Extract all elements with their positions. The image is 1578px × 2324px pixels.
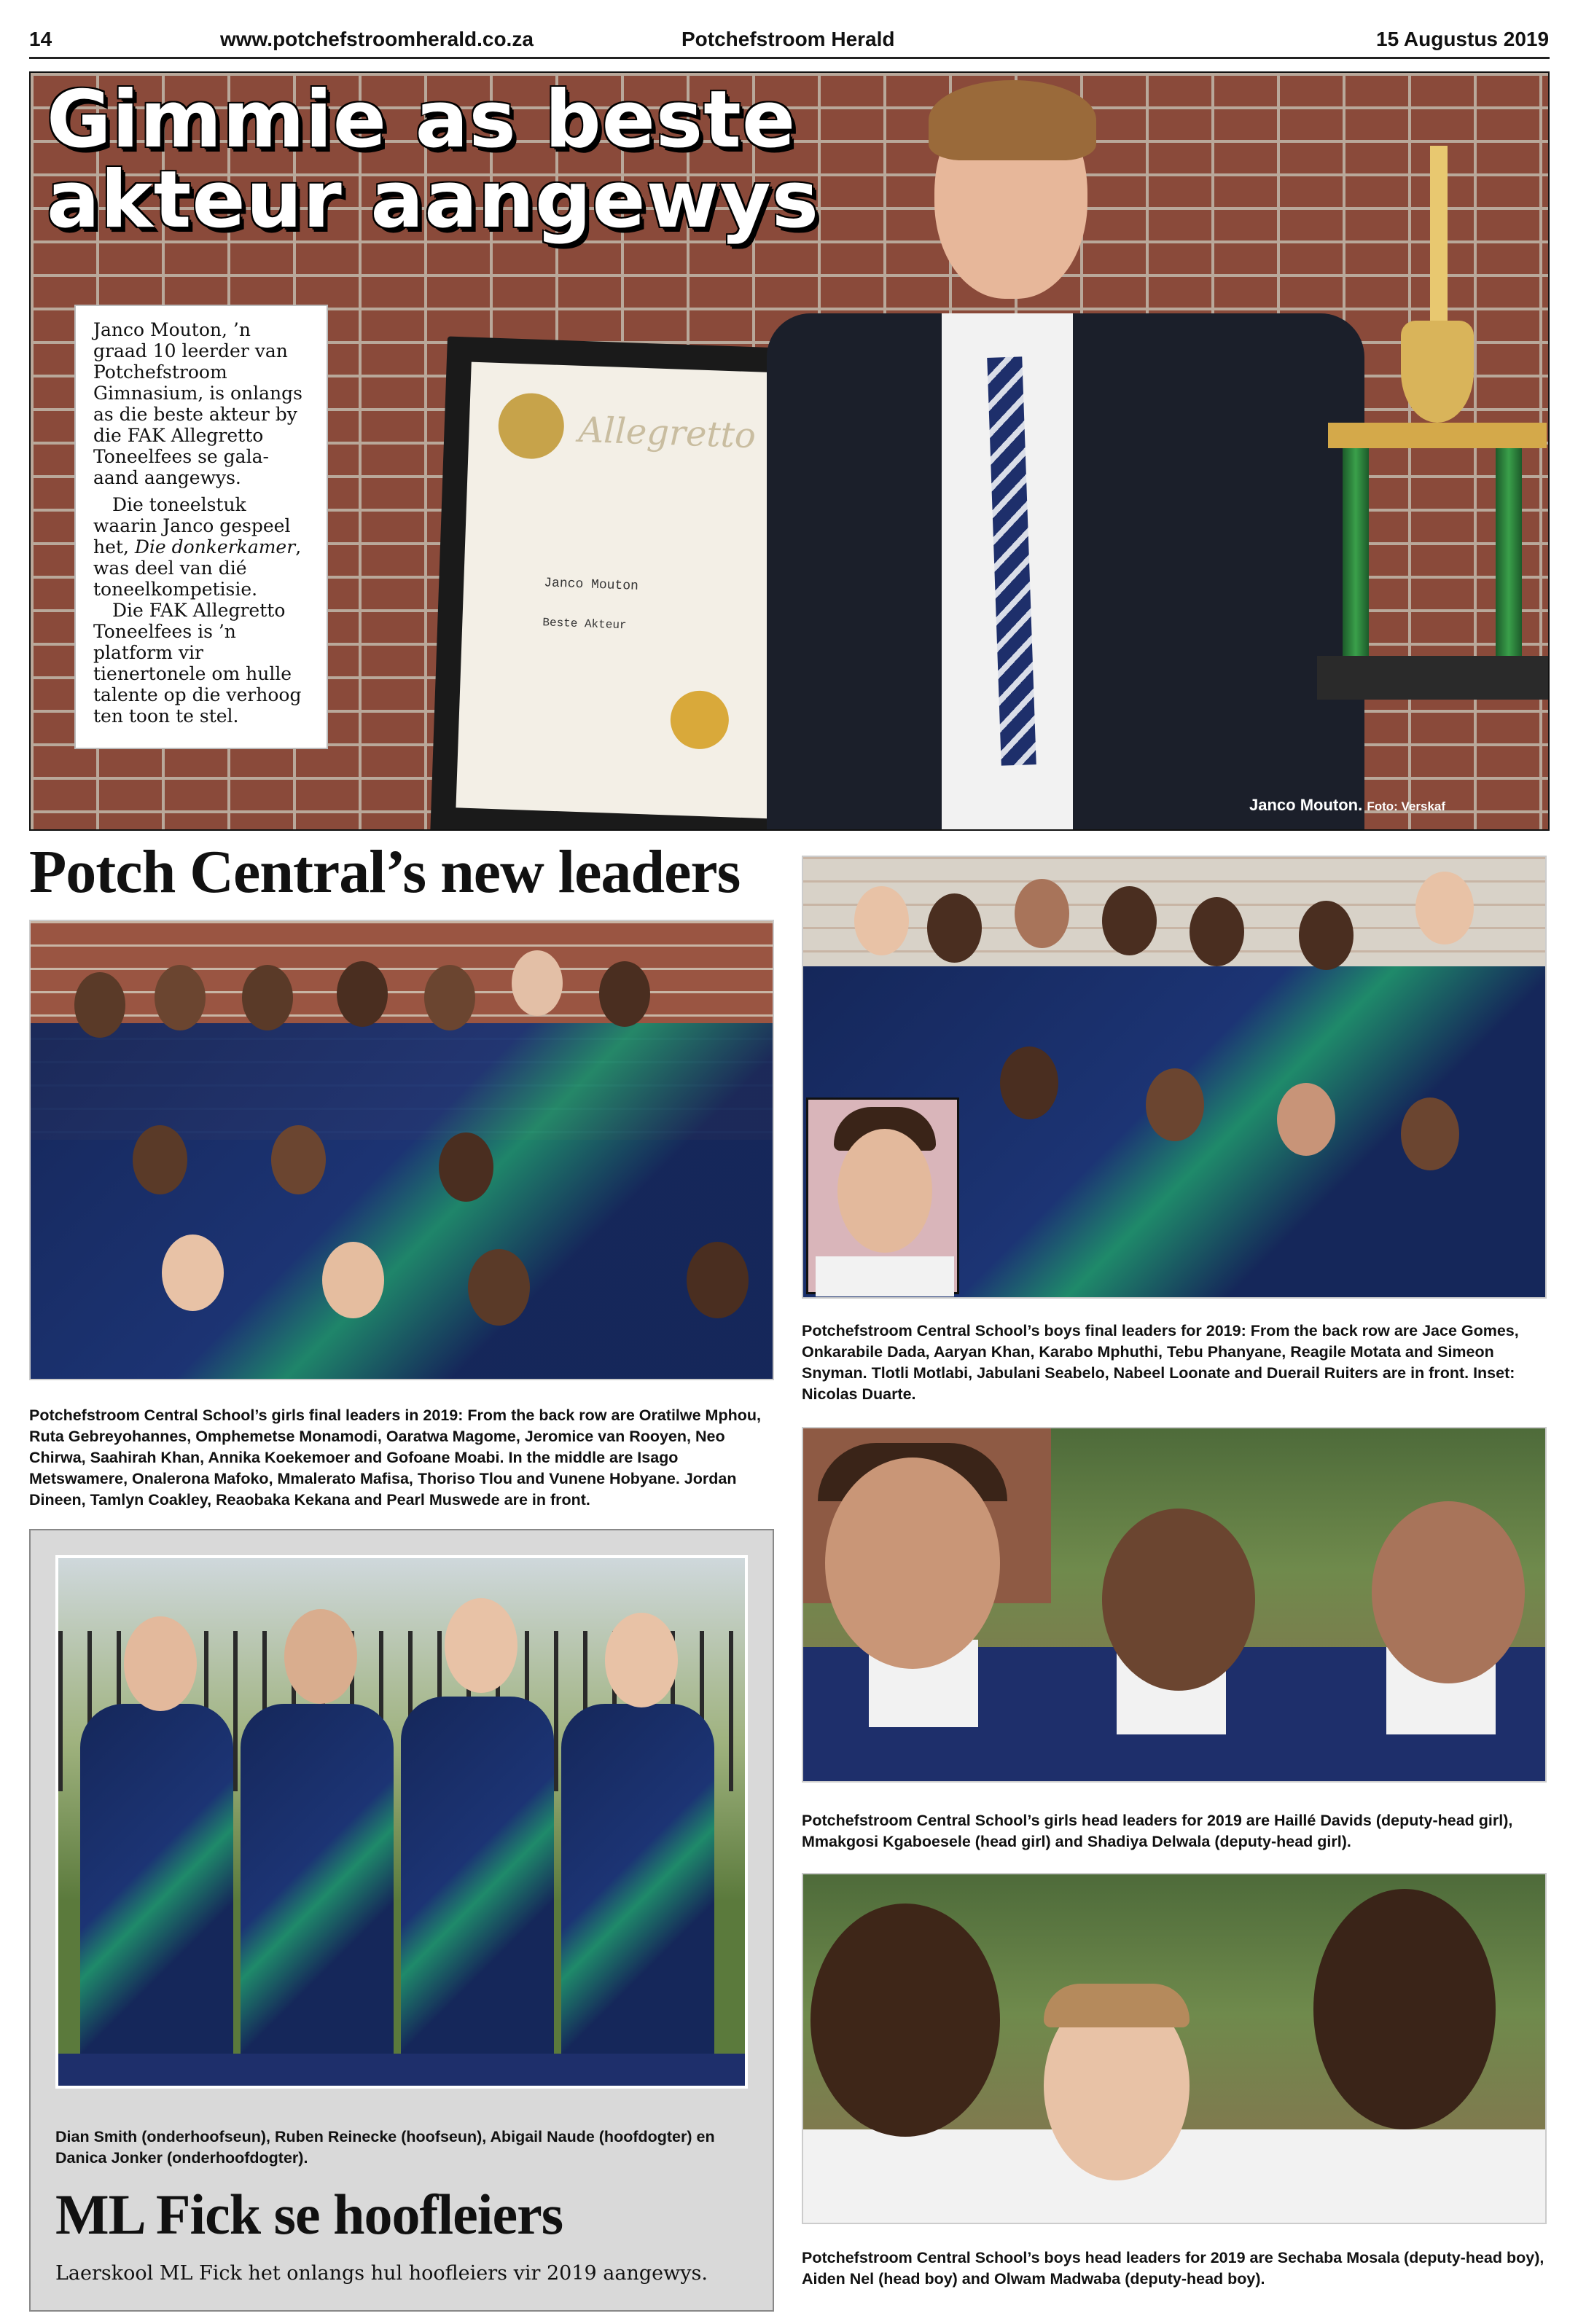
ml-fick-box (29, 1529, 774, 2312)
certificate-frame (430, 336, 811, 831)
ml-fick-photo-caption: Dian Smith (onderhoofseun), Ruben Reinecke (hoofseun), Abigail Naude (hoofdogter) en Danica Jonker (onderhoofdogter). (55, 2128, 715, 2167)
header-rule (29, 57, 1550, 59)
boys-final-leaders-caption: Potchefstroom Central School’s boys final leaders for 2019: From the back row are Jace Gomes, Onkarabile Dada, Aaryan Khan, Karabo Mphuthi, Tebu Phanyane, Reagile Motata and Simeon Snyman. Tlotli Motlabi, Jabulani Seabelo, Nabeel Loonate and Duerail Ruiters are in front. Inset: Nicolas Duarte. (802, 1322, 1519, 1403)
lead-headline-line2: akteur aangewys (47, 154, 819, 246)
lead-photo-caption: Janco Mouton. Foto: Verskaf (1249, 796, 1446, 814)
issue-date: 15 Augustus 2019 (1376, 28, 1550, 50)
ml-fick-leaders-photo (55, 1555, 748, 2089)
website-url[interactable]: www.potchefstroomherald.co.za (220, 28, 534, 50)
newspaper-name: Potchefstroom Herald (681, 28, 895, 50)
certificate-seal-icon (497, 392, 565, 460)
girls-final-leaders-photo (29, 920, 774, 1380)
page-number: 14 (29, 28, 52, 50)
ml-fick-heading: ML Fick se hoofleiers (55, 2183, 563, 2246)
girls-head-leaders-caption: Potchefstroom Central School’s girls head leaders for 2019 are Haillé Davids (deputy-head girl), Mmakgosi Kgaboesele (head girl) and Shadiya Delwala (deputy-head girl). (802, 1812, 1513, 1850)
boys-head-leaders-photo (802, 1873, 1547, 2224)
girls-final-leaders-caption: Potchefstroom Central School’s girls final leaders in 2019: From the back row are Oratilwe Mphou, Ruta Gebreyohannes, Omphemetse Monamodi, Oaratwa Magome, Jeromice van Rooyen, Neo Chirwa, Saahirah Khan, Annika Koekemoer and Gofoane Moabi. In the middle are Isago Metswamere, Onalerona Mafoko, Mmalerato Mafisa, Thoriso Tlou and Vunene Hobyane. Jordan Dineen, Tamlyn Coakley, Reaobaka Kekana and Pearl Muswede are in front. (29, 1406, 761, 1509)
girls-head-leaders-photo (802, 1427, 1547, 1783)
boys-inset-photo (806, 1098, 959, 1294)
trophy-icon (1328, 423, 1547, 448)
lead-paragraph-1: Janco Mouton, ’n graad 10 leerder van Potchefstroom Gimnasium, is onlangs as die beste akteur by die FAK Allegretto Toneelfees se gala-aand aangewys. (93, 319, 302, 488)
ml-fick-lead: Laerskool ML Fick het onlangs hul hoofleiers vir 2019 aangewys. (55, 2262, 708, 2285)
lead-paragraph-3: Die FAK Allegretto Toneelfees is ’n platform vir tienertonele om hulle talente op die verhoog ten toon te stel. (93, 600, 302, 727)
award-rosette-icon (669, 690, 730, 751)
boys-final-leaders-photo (802, 856, 1547, 1299)
lead-story-text (74, 305, 328, 749)
lead-paragraph-2: Die toneelstuk waarin Janco gespeel het, Die donkerkamer, was deel van dié toneelkompetisie. (93, 494, 302, 600)
potch-central-heading: Potch Central’s new leaders (29, 838, 741, 906)
certificate-logo: Allegretto (577, 409, 757, 457)
certificate-name: Janco Mouton (543, 576, 639, 594)
lead-photo (29, 71, 1550, 831)
boys-head-leaders-caption: Potchefstroom Central School’s boys head leaders for 2019 are Sechaba Mosala (deputy-head boy), Aiden Nel (head boy) and Olwam Madwaba (deputy-head boy). (802, 2249, 1544, 2288)
certificate-award: Beste Akteur (542, 616, 627, 633)
certificate (456, 362, 786, 819)
lead-headline-line1: Gimmie as beste (47, 74, 797, 165)
